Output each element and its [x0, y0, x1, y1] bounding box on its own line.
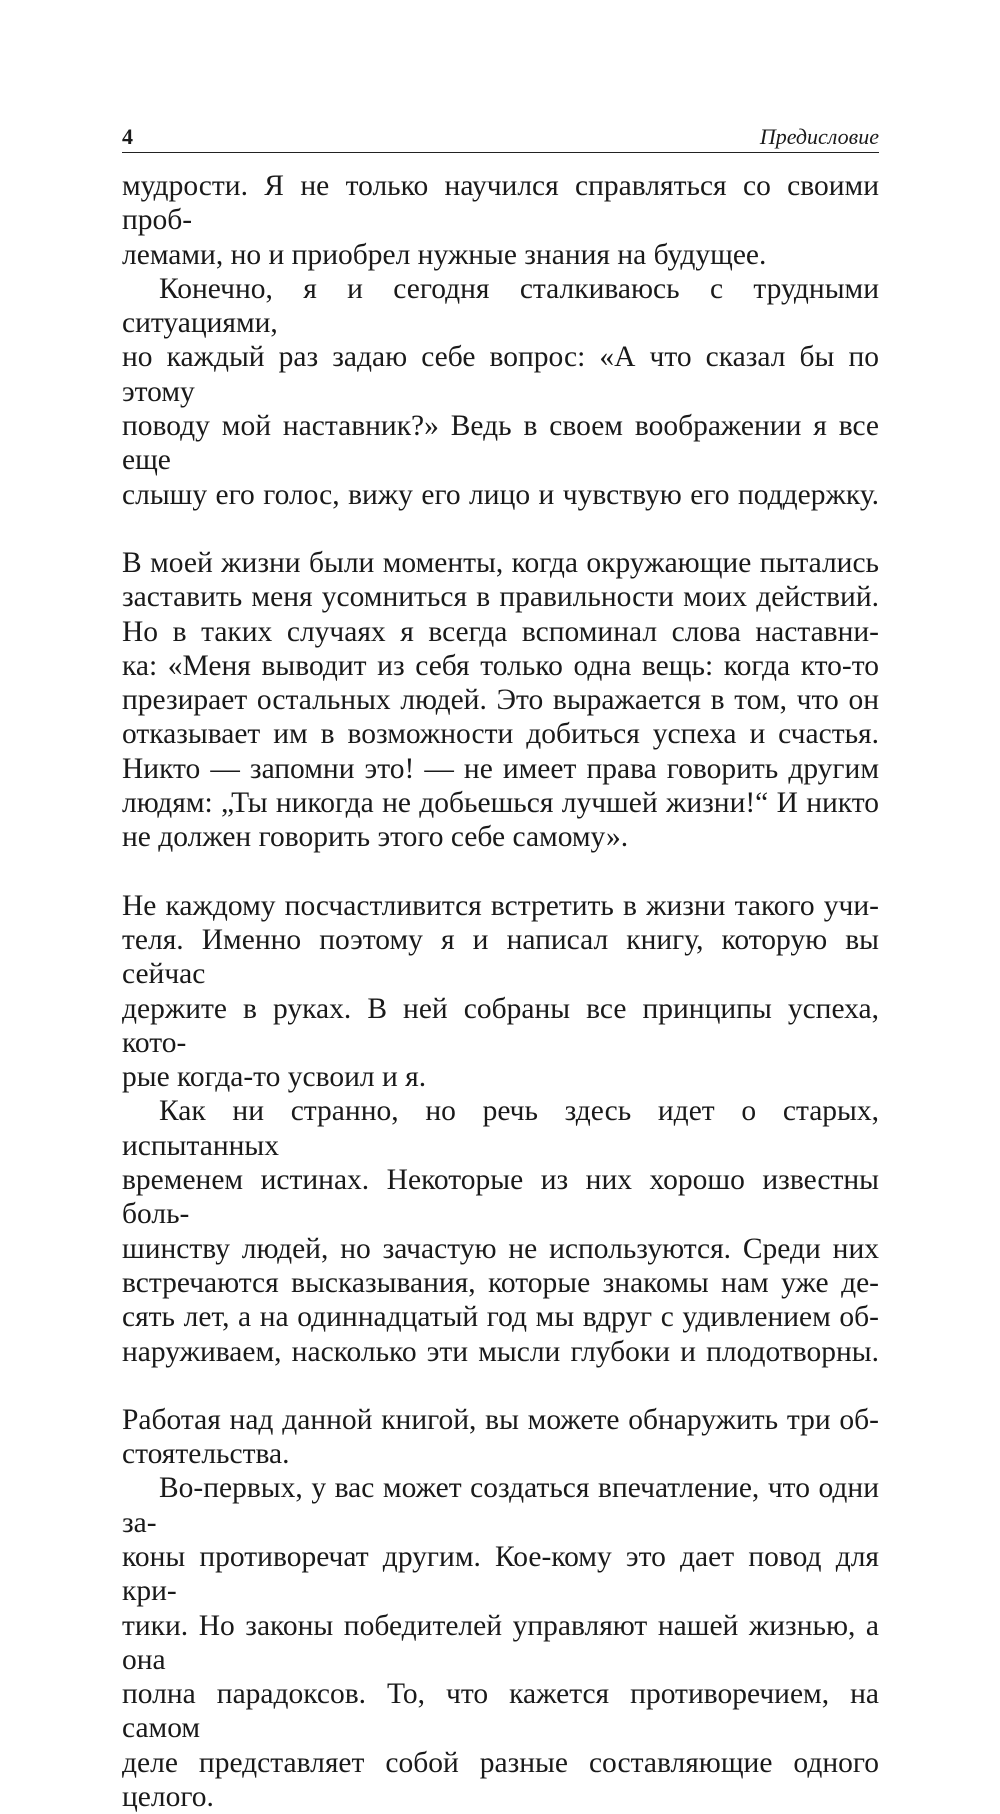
body-line: В моей жизни были моменты, когда окружающие пытались: [122, 546, 879, 579]
body-line: держите в руках. В ней собраны все принципы успеха, кото-: [122, 992, 879, 1059]
paragraph-break: [122, 512, 879, 546]
body-line: но каждый раз задаю себе вопрос: «А что сказал бы по этому: [122, 341, 879, 408]
body-line: Конечно, я и сегодня сталкиваюсь с трудными ситуациями,: [122, 272, 879, 340]
body-line: Работая над данной книгой, вы можете обнаружить три об-: [122, 1403, 879, 1436]
body-line: Никто — запомни это! — не имеет права говорить другим: [122, 752, 879, 785]
body-line: заставить меня усомниться в правильности моих действий.: [122, 581, 879, 614]
body-line: сять лет, а на одиннадцатый год мы вдруг с удивлением об-: [122, 1301, 879, 1334]
body-line: полна парадоксов. То, что кажется противоречием, на самом: [122, 1678, 879, 1745]
body-line: временем истинах. Некоторые из них хорошо известны боль-: [122, 1164, 879, 1231]
body-line: деле представляет собой разные составляющие одного целого.: [122, 1746, 879, 1814]
body-line: лемами, но и приобрел нужные знания на будущее.: [122, 238, 767, 271]
page-number: 4: [122, 124, 133, 149]
body-line: стоятельства.: [122, 1438, 290, 1471]
body-line: встречаются высказывания, которые знакомы нам уже де-: [122, 1266, 879, 1299]
body-text: [122, 169, 879, 1814]
body-line: поводу мой наставник?» Ведь в своем воображении я все еще: [122, 410, 879, 477]
body-line: Не каждому посчастливится встретить в жизни такого учи-: [122, 889, 879, 922]
running-head: [122, 120, 879, 153]
section-title: Предисловие: [759, 124, 879, 149]
body-line: Во-первых, у вас может создаться впечатление, что одни за-: [122, 1472, 879, 1539]
body-line: Но в таких случаях я всегда вспоминал слова наставни-: [122, 615, 879, 648]
body-line: шинству людей, но зачастую не используются. Среди них: [122, 1232, 879, 1265]
body-line: людям: „Ты никогда не добьешься лучшей жизни!“ И никто: [122, 787, 879, 820]
body-line: не должен говорить этого себе самому».: [122, 821, 629, 854]
body-line: рые когда-то усвоил и я.: [122, 1061, 427, 1094]
body-line: отказывает им в возможности добиться успеха и счастья.: [122, 718, 879, 751]
body-line: Как ни странно, но речь здесь идет о старых, испытанных: [122, 1095, 879, 1162]
body-line: ка: «Меня выводит из себя только одна вещь: когда кто-то: [122, 649, 879, 682]
body-line: коны противоречат другим. Кое-кому это дает повод для кри-: [122, 1540, 879, 1608]
body-line: тики. Но законы победителей управляют нашей жизнью, а она: [122, 1609, 879, 1676]
body-line: наруживаем, насколько эти мысли глубоки и плодотворны.: [122, 1335, 879, 1368]
body-line: мудрости. Я не только научился справляться со своими проб-: [122, 170, 879, 237]
paragraph-break: [122, 1369, 879, 1403]
book-page: [122, 120, 879, 1814]
paragraph-break: [122, 855, 879, 889]
body-line: теля. Именно поэтому я и написал книгу, которую вы сейчас: [122, 923, 879, 991]
body-line: презирает остальных людей. Это выражается в том, что он: [122, 684, 879, 717]
body-line: слышу его голос, вижу его лицо и чувствую его поддержку.: [122, 478, 879, 511]
